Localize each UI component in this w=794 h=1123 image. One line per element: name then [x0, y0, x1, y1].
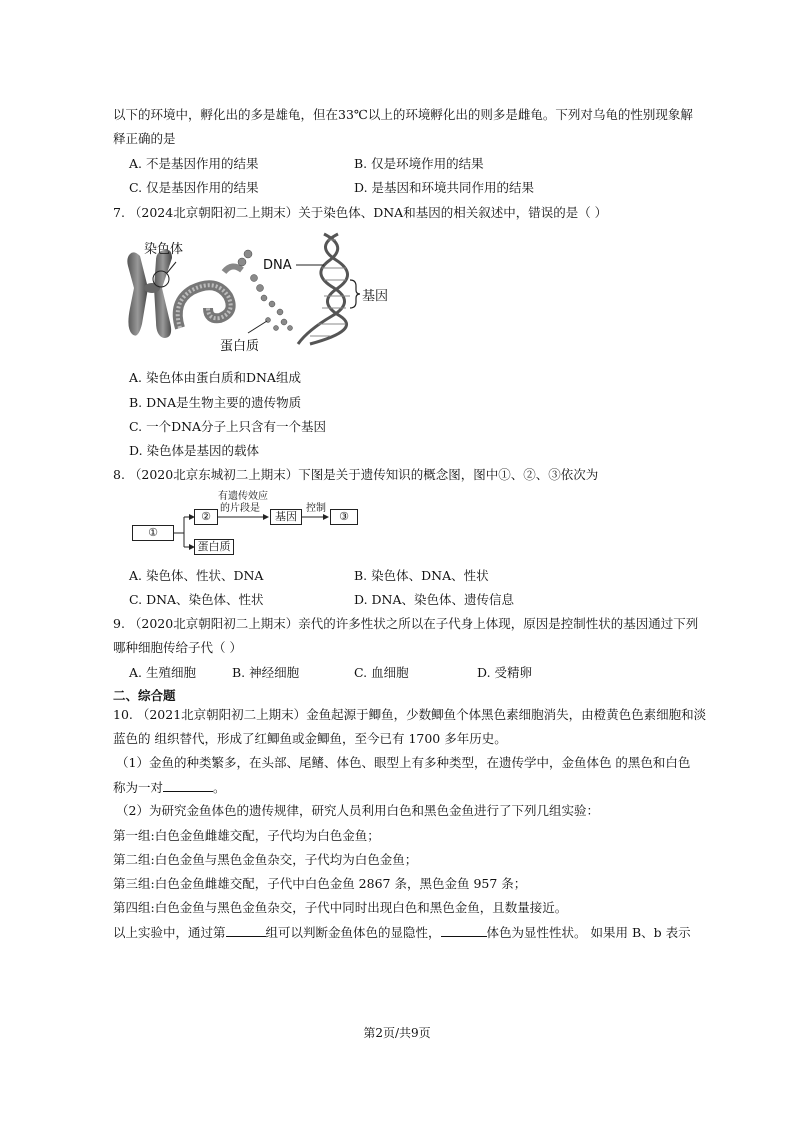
q7-option-b: B. DNA是生物主要的遗传物质 — [129, 395, 302, 410]
q7-option-d: D. 染色体是基因的载体 — [129, 443, 260, 458]
q6-option-d: D. 是基因和环境共同作用的结果 — [354, 180, 535, 195]
q10-sub1-suffix: 。 — [213, 780, 226, 795]
answer-blank-2[interactable] — [226, 924, 266, 937]
q7-option-c: C. 一个DNA分子上只含有一个基因 — [129, 419, 327, 434]
q9-option-a: A. 生殖细胞 — [129, 665, 196, 680]
q10-stem-line2: 蓝色的 组织替代，形成了红鲫鱼或金鲫鱼，至今已有 1700 多年历史。 — [113, 731, 507, 746]
concept-box-1: ① — [132, 525, 174, 541]
q10-final-part3: 体色为显性性状。 如果用 B、b 表示 — [486, 925, 691, 940]
q6-option-a: A. 不是基因作用的结果 — [129, 156, 259, 171]
q8-option-b: B. 染色体、DNA、性状 — [354, 568, 489, 583]
q10-group-2: 第二组:白色金鱼与黑色金鱼杂交，子代均为白色金鱼； — [113, 852, 418, 867]
chromosome-label: 染色体 — [144, 242, 184, 257]
q7-option-a: A. 染色体由蛋白质和DNA组成 — [129, 370, 301, 385]
q9-stem-line2: 哪种细胞传给子代（ ） — [113, 640, 242, 655]
q9-option-d: D. 受精卵 — [477, 665, 533, 680]
concept-edge-label-control: 控制 — [306, 503, 326, 514]
concept-box-gene: 基因 — [270, 509, 302, 525]
q9-option-c: C. 血细胞 — [354, 665, 409, 680]
q10-final-part2: 组可以判断金鱼体色的显隐性， — [265, 925, 441, 940]
q10-sub2-intro: （2）为研究金鱼体色的遗传规律，研究人员利用白色和黑色金鱼进行了下列几组实验： — [116, 803, 599, 818]
section-title: 二、综合题 — [113, 688, 176, 703]
chromosome-shape — [127, 250, 176, 338]
q10-sub1-prefix: 称为一对 — [113, 780, 164, 795]
page-footer: 第2页/共9页 — [363, 1026, 431, 1040]
q10-group-4: 第四组:白色金鱼与黑色金鱼杂交，子代中同时出现白色和黑色金鱼，且数量接近。 — [113, 900, 568, 915]
concept-map — [130, 489, 370, 559]
q10-sub1-line1: （1）金鱼的种类繁多，在头部、尾鳍、体色、眼型上有多种类型，在遗传学中，金鱼体色 的黑色和白色 — [116, 755, 691, 770]
concept-box-2: ② — [194, 509, 218, 525]
answer-blank-1[interactable] — [163, 779, 213, 792]
q8-option-c: C. DNA、染色体、性状 — [129, 592, 264, 607]
dna-label: DNA — [263, 258, 292, 273]
q10-final-part1: 以上实验中，通过第 — [113, 925, 226, 940]
q9-option-b: B. 神经细胞 — [232, 665, 300, 680]
q9-stem-line1: 9. （2020北京朝阳初二上期末）亲代的许多性状之所以在子代身上体现，原因是控制性状的基因通过下列 — [113, 616, 699, 631]
q6-stem-line1: 以下的环境中，孵化出的多是雄龟，但在33℃以上的环境孵化出的则多是雌龟。下列对乌龟的性别现象解 — [113, 107, 693, 122]
concept-box-protein: 蛋白质 — [194, 539, 234, 555]
q6-stem-line2: 释正确的是 — [113, 131, 176, 146]
q8-option-d: D. DNA、染色体、遗传信息 — [354, 592, 515, 607]
q10-sub1-line2 — [113, 779, 226, 796]
answer-blank-3[interactable] — [441, 924, 487, 937]
q10-group-1: 第一组:白色金鱼雌雄交配，子代均为白色金鱼； — [113, 828, 380, 843]
q6-option-b: B. 仅是环境作用的结果 — [354, 156, 484, 171]
concept-edge-label-1: 有遗传效应 — [218, 491, 268, 502]
q7-stem: 7. （2024北京朝阳初二上期末）关于染色体、DNA和基因的相关叙述中，错误的是（ ） — [113, 205, 608, 220]
protein-label: 蛋白质 — [220, 339, 260, 354]
gene-label: 基因 — [362, 289, 389, 304]
q8-stem: 8. （2020北京东城初二上期末）下图是关于遗传知识的概念图，图中①、②、③依次为 — [113, 467, 599, 482]
chromosome-dna-figure — [124, 232, 404, 352]
q10-final-line — [113, 924, 691, 941]
q10-group-3: 第三组:白色金鱼雌雄交配，子代中白色金鱼 2867 条，黑色金鱼 957 条； — [113, 876, 527, 891]
dna-helix — [298, 234, 348, 344]
q8-option-a: A. 染色体、性状、DNA — [129, 568, 264, 583]
concept-box-3: ③ — [330, 509, 358, 525]
q10-stem-line1: 10. （2021北京朝阳初二上期末）金鱼起源于鲫鱼，少数鲫鱼个体黑色素细胞消失，由橙黄色色素细胞和淡 — [113, 707, 707, 722]
q6-option-c: C. 仅是基因作用的结果 — [129, 180, 259, 195]
concept-edge-label-2: 的片段是 — [220, 503, 260, 514]
